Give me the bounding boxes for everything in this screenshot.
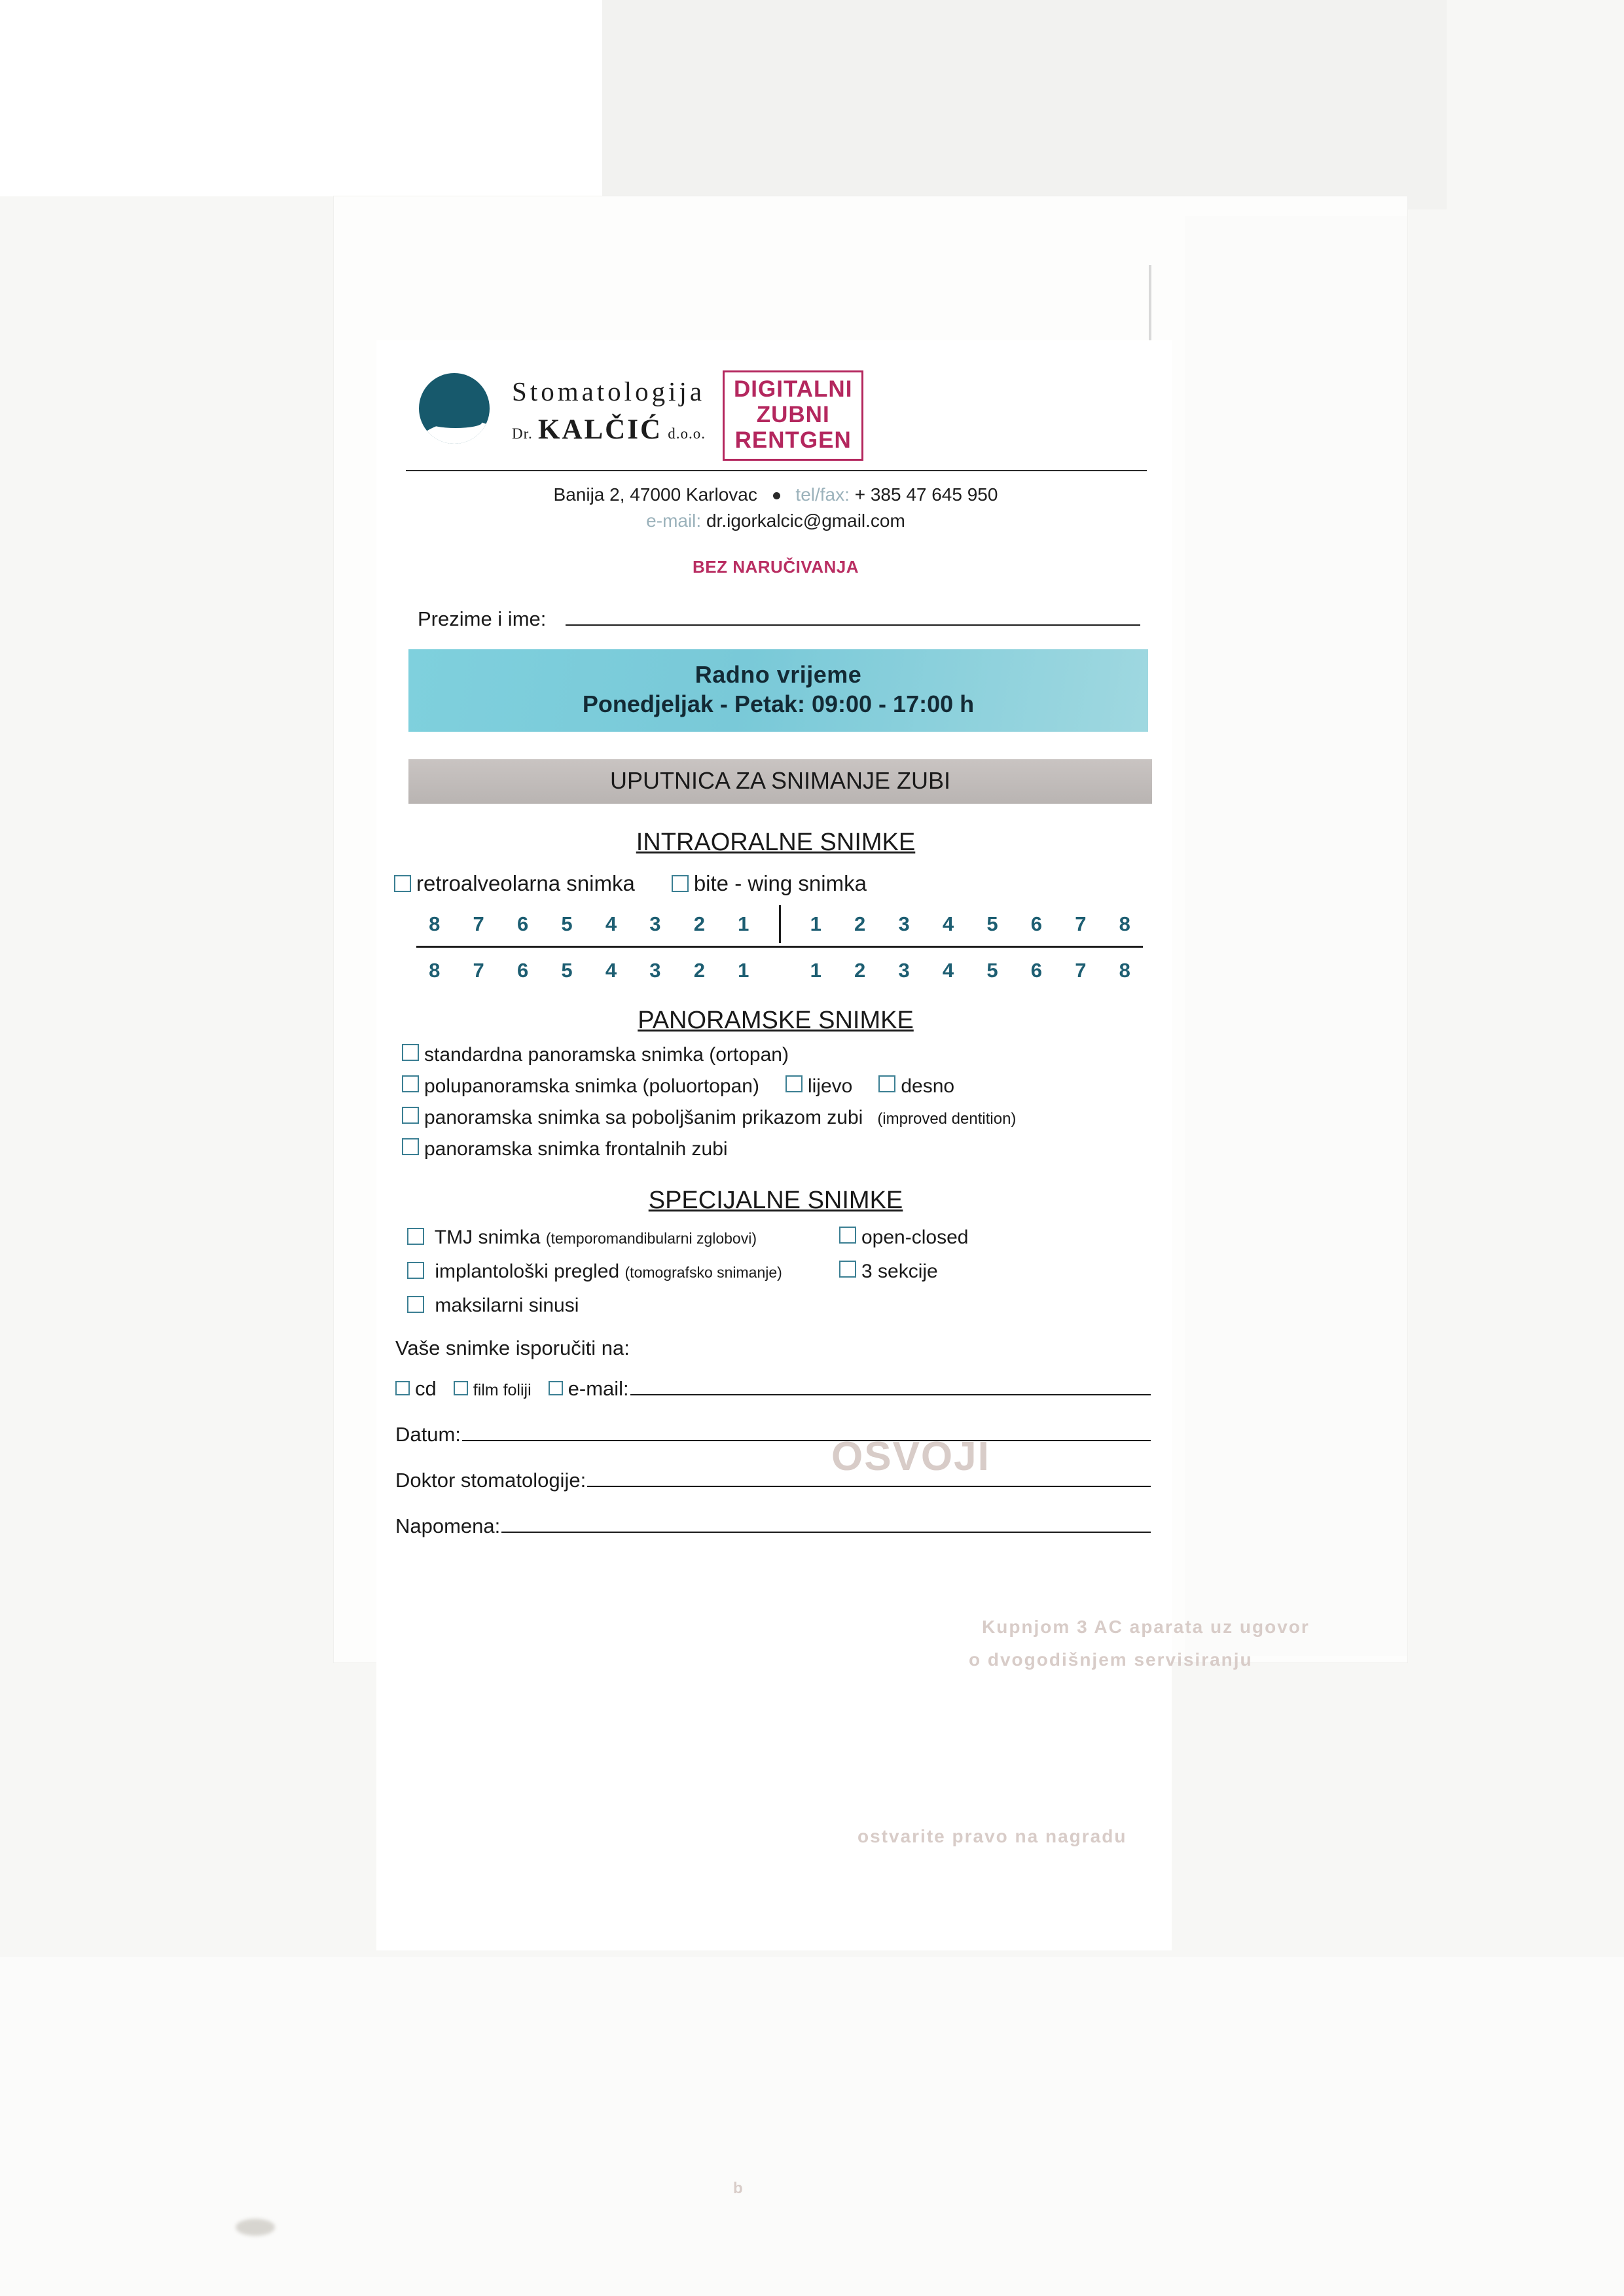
- section-title-panoramic: PANORAMSKE SNIMKE: [638, 1006, 914, 1034]
- ghost-text-1: OSVOJI: [831, 1434, 990, 1479]
- stamp-line-3: RENTGEN: [734, 427, 852, 454]
- label-email-delivery: e-mail:: [568, 1376, 629, 1400]
- letterhead: [393, 367, 1159, 461]
- tooth[interactable]: 6: [516, 912, 529, 935]
- tel-label: tel/fax:: [795, 484, 850, 505]
- input-doktor[interactable]: [587, 1469, 1151, 1487]
- tooth[interactable]: 3: [649, 912, 661, 935]
- tooth[interactable]: 6: [1030, 912, 1043, 935]
- input-datum[interactable]: [462, 1423, 1151, 1441]
- label-desno: desno: [901, 1075, 955, 1097]
- field-napomena[interactable]: [393, 1515, 1159, 1538]
- label-bite-wing: bite - wing snimka: [693, 870, 867, 895]
- teeth-midline-divider-lower: [779, 952, 781, 990]
- working-hours-title: Radno vrijeme: [695, 660, 862, 688]
- field-doktor[interactable]: [393, 1469, 1159, 1492]
- panoramic-row-frontal[interactable]: [393, 1138, 1159, 1160]
- tooth[interactable]: 6: [516, 958, 529, 982]
- label-tmj: TMJ snimka: [434, 1226, 541, 1248]
- working-hours-detail: Ponedjeljak - Petak: 09:00 - 17:00 h: [582, 690, 975, 717]
- email-value: dr.igorkalcic@gmail.com: [706, 511, 905, 531]
- tooth[interactable]: 2: [693, 912, 705, 935]
- teeth-midline-divider: [779, 905, 781, 943]
- patient-name-input[interactable]: [566, 605, 1140, 626]
- tooth[interactable]: 1: [738, 958, 749, 982]
- teeth-lower-left[interactable]: [412, 959, 766, 982]
- checkbox-standardna-panoramska[interactable]: [402, 1044, 419, 1061]
- digital-xray-stamp: [723, 370, 863, 461]
- tooth[interactable]: 6: [1030, 958, 1043, 982]
- checkbox-3-sekcije[interactable]: [839, 1261, 856, 1278]
- label-retroalveolarna: retroalveolarna snimka: [416, 870, 635, 895]
- label-lijevo: lijevo: [807, 1075, 853, 1097]
- tooth[interactable]: 4: [605, 912, 617, 935]
- tooth[interactable]: 4: [942, 912, 954, 935]
- checkbox-film-foliji[interactable]: [454, 1381, 468, 1395]
- practice-logo-icon: [419, 373, 490, 444]
- bullet-icon: [773, 492, 780, 499]
- tooth[interactable]: 7: [1075, 912, 1087, 935]
- patient-name-label: Prezime i ime:: [418, 607, 547, 630]
- label-datum: Datum:: [395, 1422, 461, 1446]
- tooth[interactable]: 7: [1075, 958, 1087, 982]
- checkbox-desno[interactable]: [878, 1075, 895, 1092]
- special-row-sinus[interactable]: [393, 1295, 1159, 1317]
- tooth[interactable]: 5: [561, 958, 573, 982]
- label-maksilarni-sinusi: maksilarni sinusi: [435, 1294, 579, 1316]
- practice-line1: Stomatologija: [512, 376, 706, 406]
- tooth[interactable]: 3: [649, 958, 661, 982]
- checkbox-lijevo[interactable]: [785, 1075, 803, 1092]
- input-napomena[interactable]: [501, 1515, 1151, 1533]
- practice-line2: [512, 414, 706, 446]
- practice-name: KALČIĆ: [538, 414, 663, 445]
- label-3-sekcije: 3 sekcije: [861, 1260, 938, 1282]
- label-polupanoramska: polupanoramska snimka (poluortopan): [424, 1075, 759, 1097]
- tooth[interactable]: 7: [473, 912, 484, 935]
- email-delivery-input[interactable]: [630, 1377, 1151, 1395]
- checkbox-polupanoramska[interactable]: [402, 1075, 419, 1092]
- tooth[interactable]: 5: [986, 912, 998, 935]
- ghost-text-3: o dvogodišnjem servisiranju: [969, 1649, 1253, 1670]
- checkbox-poboljsani-prikaz[interactable]: [402, 1107, 419, 1124]
- checkbox-open-closed[interactable]: [839, 1227, 856, 1244]
- referral-form: [393, 367, 1159, 1538]
- label-frontalnih-zubi: panoramska snimka frontalnih zubi: [424, 1138, 728, 1160]
- address-text: Banija 2, 47000 Karlovac: [553, 484, 757, 505]
- patient-name-field[interactable]: [393, 605, 1159, 631]
- header-divider: [406, 470, 1147, 471]
- scan-artifact-upper-left: [0, 0, 602, 196]
- checkbox-frontalnih-zubi[interactable]: [402, 1138, 419, 1155]
- checkbox-cd[interactable]: [395, 1381, 410, 1395]
- note-implantoloski: (tomografsko snimanje): [624, 1263, 782, 1281]
- no-appointment-note: BEZ NARUČIVANJA: [692, 556, 859, 577]
- label-implantoloski-pregled: implantološki pregled: [435, 1260, 620, 1282]
- label-doktor: Doktor stomatologije:: [395, 1468, 586, 1492]
- checkbox-maksilarni-sinusi[interactable]: [407, 1296, 424, 1313]
- tooth[interactable]: 5: [561, 912, 573, 935]
- practice-prefix: Dr.: [512, 425, 533, 442]
- special-left-sinus[interactable]: [407, 1295, 839, 1317]
- tooth[interactable]: 2: [854, 958, 866, 982]
- teeth-row-upper[interactable]: [412, 905, 1147, 943]
- note-tmj: (temporomandibularni zglobovi): [545, 1229, 757, 1247]
- tooth[interactable]: 3: [898, 958, 910, 982]
- teeth-occlusal-line: [416, 946, 1143, 948]
- tooth[interactable]: 8: [1119, 958, 1130, 982]
- teeth-upper-right[interactable]: [794, 912, 1147, 936]
- delivery-options[interactable]: [393, 1377, 1159, 1401]
- delivery-label: Vaše snimke isporučiti na:: [395, 1336, 630, 1359]
- form-title: UPUTNICA ZA SNIMANJE ZUBI: [408, 759, 1152, 804]
- tooth[interactable]: 4: [942, 958, 954, 982]
- scan-artifact-bottom: [0, 1957, 1624, 2296]
- contact-block: [393, 482, 1159, 535]
- tel-value: + 385 47 645 950: [854, 484, 998, 505]
- practice-suffix: d.o.o.: [668, 425, 706, 442]
- tooth[interactable]: 8: [1119, 912, 1130, 935]
- contact-row-1: [393, 482, 1159, 509]
- checkbox-email[interactable]: [549, 1381, 563, 1395]
- tooth[interactable]: 1: [738, 912, 749, 935]
- intraoral-options: [393, 871, 1159, 896]
- field-datum[interactable]: [393, 1423, 1159, 1446]
- checkbox-tmj[interactable]: [407, 1228, 424, 1245]
- tooth[interactable]: 1: [810, 912, 821, 935]
- tooth[interactable]: 4: [605, 958, 617, 982]
- tooth[interactable]: 1: [810, 958, 821, 982]
- ghost-text-4: ostvarite pravo na nagradu: [857, 1826, 1127, 1846]
- special-left-tmj[interactable]: [407, 1227, 839, 1249]
- tooth[interactable]: 8: [429, 912, 441, 935]
- tooth[interactable]: 2: [693, 958, 705, 982]
- email-label: e-mail:: [646, 511, 702, 531]
- note-improved-dentition: (improved dentition): [877, 1109, 1017, 1128]
- checkbox-implantoloski-pregled[interactable]: [407, 1262, 424, 1279]
- stamp-line-1: DIGITALNI: [734, 376, 853, 402]
- panoramic-row-improved[interactable]: [393, 1107, 1159, 1129]
- teeth-row-lower[interactable]: [412, 952, 1147, 990]
- tooth[interactable]: 3: [898, 912, 910, 935]
- stamp-line-2: ZUBNI: [756, 402, 830, 428]
- panoramic-row-half[interactable]: [393, 1075, 1159, 1098]
- teeth-chart[interactable]: [393, 905, 1159, 990]
- teeth-lower-right[interactable]: [794, 959, 1147, 982]
- ghost-text-2: Kupnjom 3 AC aparata uz ugovor: [982, 1617, 1310, 1637]
- label-film-foliji: film foliji: [473, 1380, 532, 1399]
- label-standardna-panoramska: standardna panoramska snimka (ortopan): [424, 1043, 789, 1066]
- practice-titles: [512, 376, 706, 446]
- working-hours-banner: [408, 649, 1148, 732]
- label-napomena: Napomena:: [395, 1514, 501, 1537]
- special-row-implant[interactable]: [393, 1261, 1159, 1283]
- special-row-tmj[interactable]: [393, 1227, 1159, 1249]
- contact-row-2: [393, 508, 1159, 535]
- panoramic-row-standard[interactable]: [393, 1044, 1159, 1066]
- scan-artifact-right-strip: [1185, 216, 1407, 1656]
- checkbox-bite-wing[interactable]: [672, 875, 689, 892]
- tooth[interactable]: 8: [429, 958, 441, 982]
- section-title-special: SPECIJALNE SNIMKE: [648, 1186, 903, 1214]
- scan-artifact-smudge: [236, 2219, 275, 2236]
- tooth[interactable]: 2: [854, 912, 866, 935]
- tooth[interactable]: 7: [473, 958, 484, 982]
- teeth-upper-left[interactable]: [412, 912, 766, 936]
- label-open-closed: open-closed: [861, 1226, 969, 1248]
- special-left-implant[interactable]: [407, 1261, 839, 1283]
- tooth[interactable]: 5: [986, 958, 998, 982]
- ghost-text-5: b: [733, 2179, 744, 2197]
- checkbox-retroalveolarna[interactable]: [394, 875, 411, 892]
- label-poboljsani-prikaz: panoramska snimka sa poboljšanim prikazom zubi: [424, 1106, 863, 1128]
- section-title-intraoral: INTRAORALNE SNIMKE: [636, 828, 916, 856]
- label-cd: cd: [415, 1376, 437, 1400]
